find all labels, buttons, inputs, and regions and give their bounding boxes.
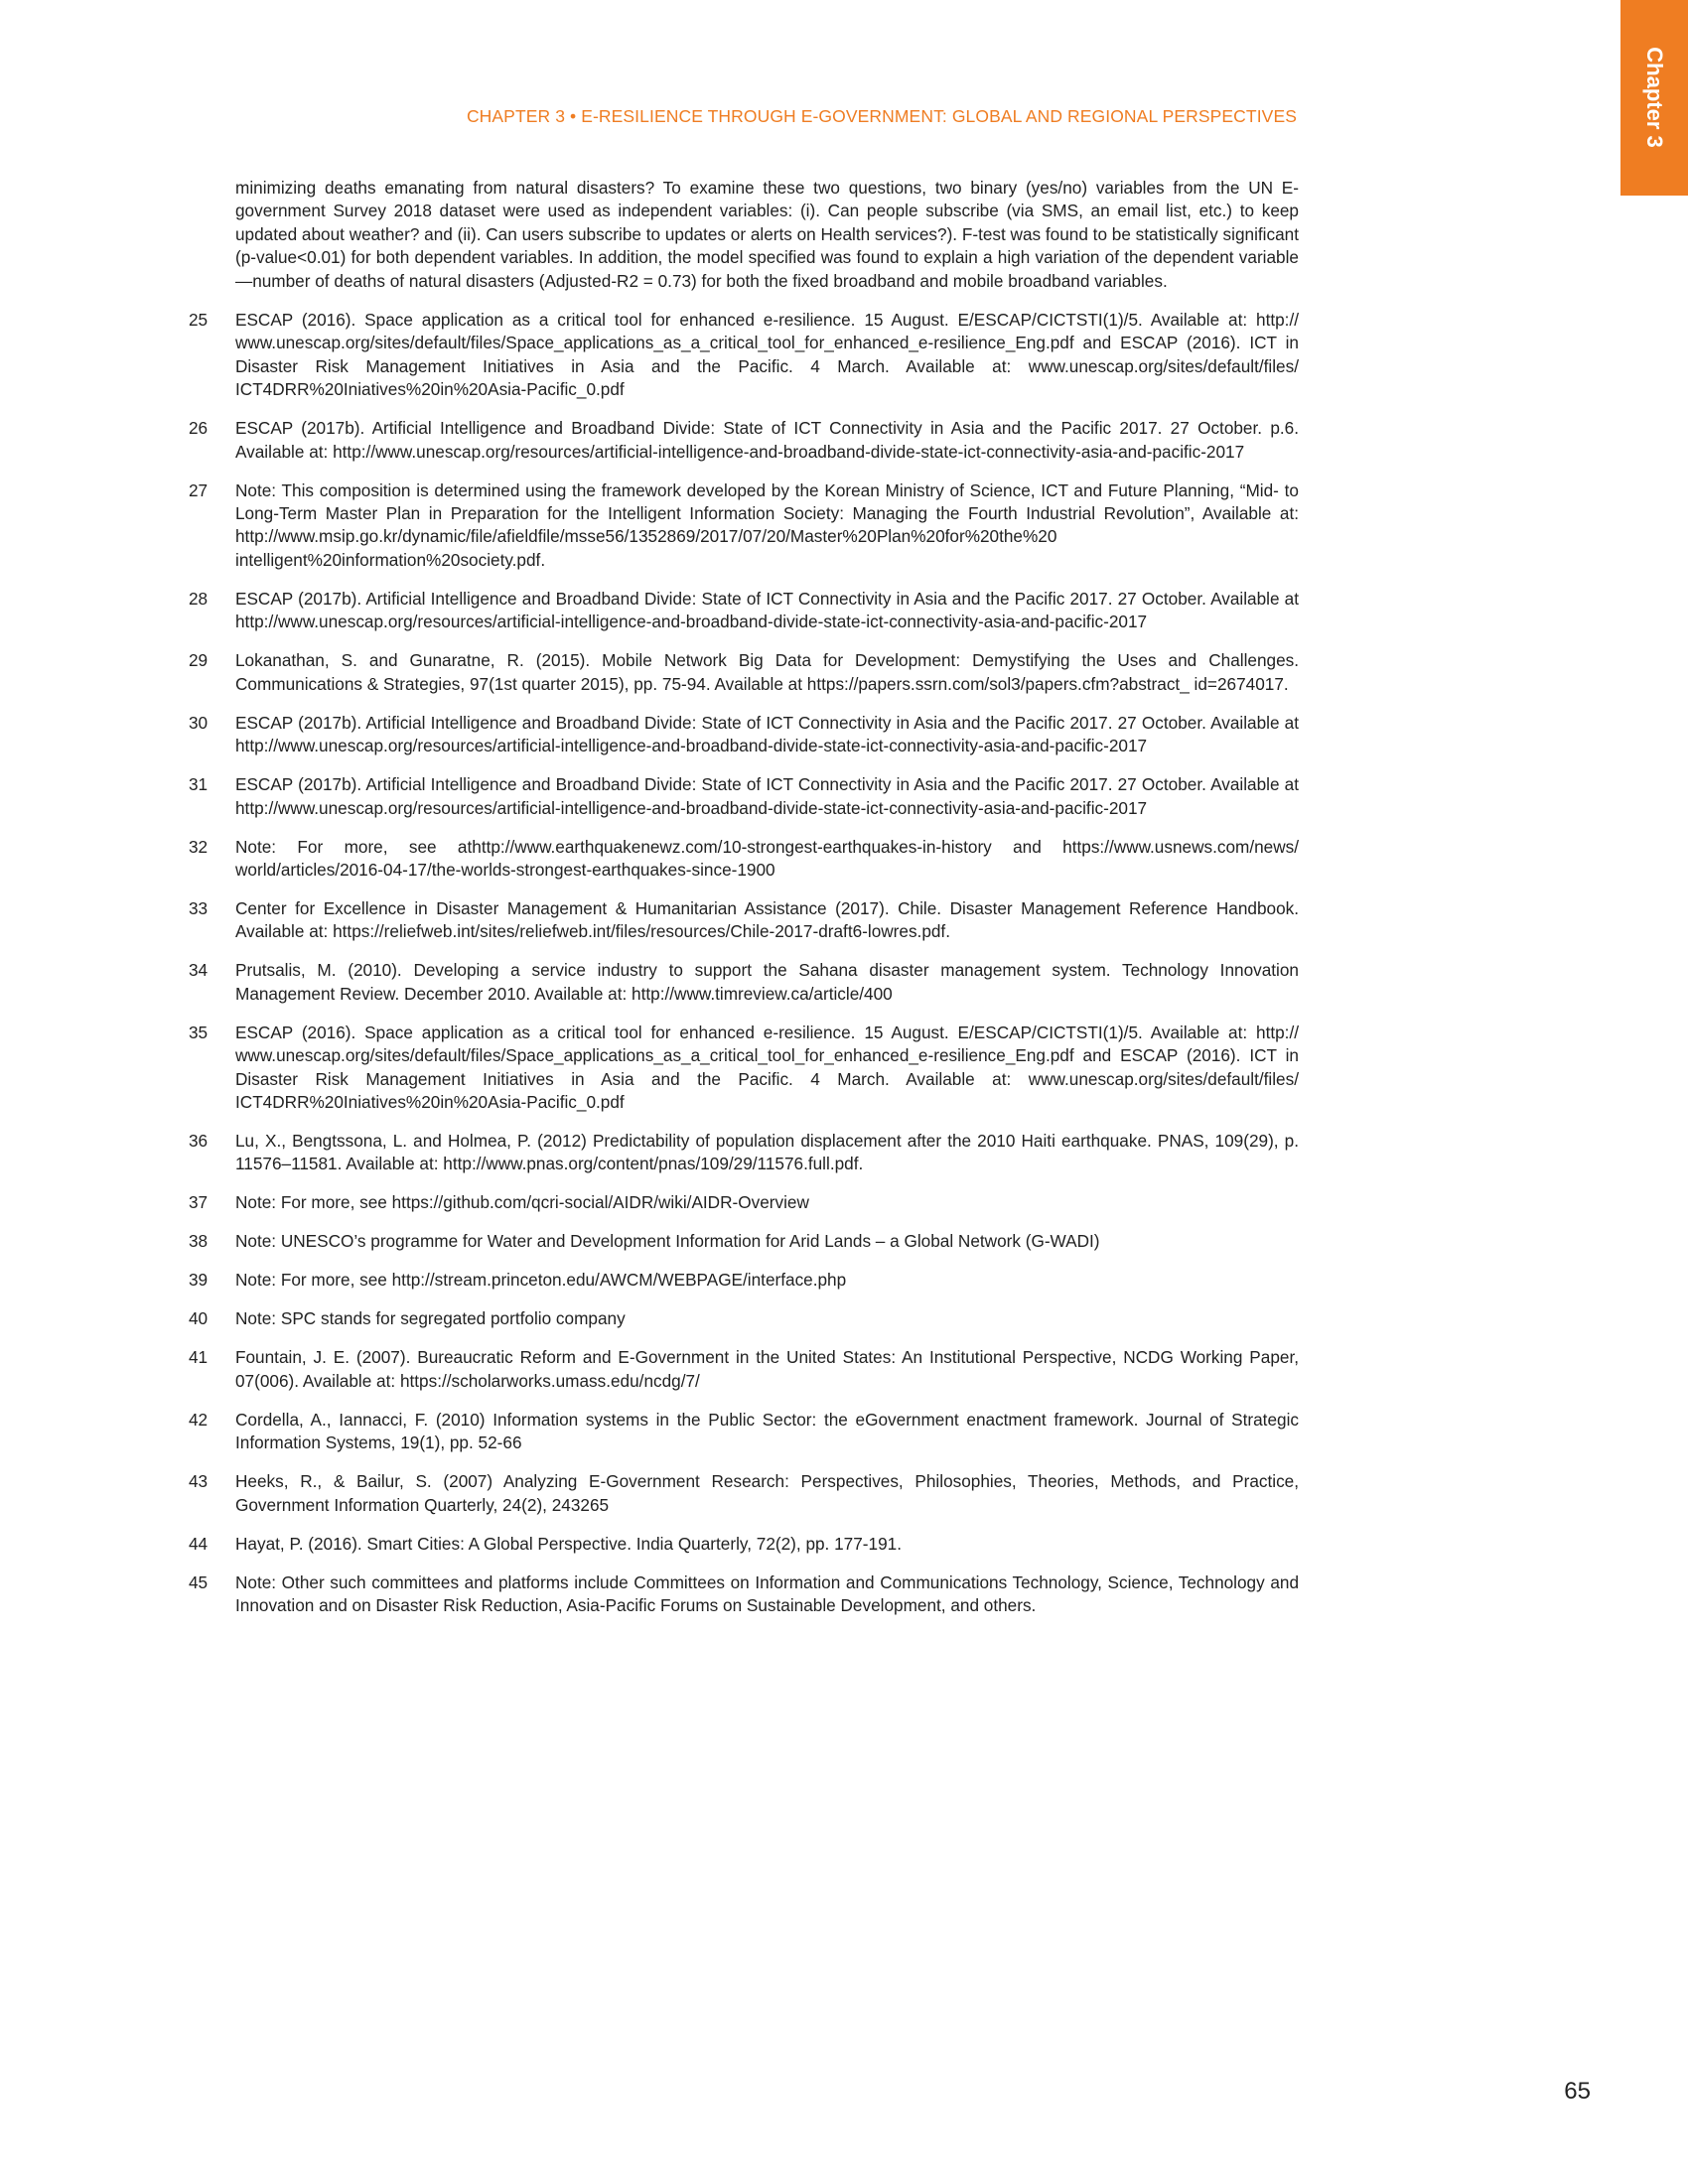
endnote-number: 41: [189, 1347, 209, 1368]
endnote-text: Hayat, P. (2016). Smart Cities: A Global Perspective. India Quarterly, 72(2), pp. 177-191.: [235, 1533, 902, 1554]
endnote-text: Note: For more, see http://stream.princeton.edu/AWCM/WEBPAGE/interface.php: [235, 1270, 847, 1291]
endnote-text: Note: For more, see athttp://www.earthquakenewz.com/10-strongest-earthquakes-in-history and https://www.usnews.com/news/ world/articles/2016-04-17/the-worlds-strongest-earthquakes-since-1900: [235, 836, 1299, 880]
endnote-item: [189, 1022, 1299, 1115]
endnote-text: Note: For more, see https://github.com/qcri-social/AIDR/wiki/AIDR-Overview: [235, 1192, 809, 1213]
chapter-tab-label: Chapter 3: [1642, 47, 1667, 148]
endnote-item: [189, 712, 1299, 758]
endnote-number: 28: [189, 588, 209, 609]
endnote-number: 37: [189, 1192, 209, 1213]
endnote-number: 43: [189, 1471, 209, 1492]
chapter-tab: [1620, 0, 1688, 196]
endnote-number: 34: [189, 960, 209, 981]
endnote-text: ESCAP (2017b). Artificial Intelligence and Broadband Divide: State of ICT Connectivity in Asia and the Pacific 2017. 27 October. Available at http://www.unescap.org/resources/artificial-intelligence-and-broadband-divide-state-ict-connectivity-asia-and-pacific-2017: [235, 712, 1299, 756]
endnote-number: 30: [189, 712, 209, 733]
endnote-item: [189, 773, 1299, 820]
endnote-text: Heeks, R., & Bailur, S. (2007) Analyzing E-Government Research: Perspectives, Philosophies, Theories, Methods, and Practice, Government Information Quarterly, 24(2), 243265: [235, 1471, 1299, 1515]
endnote-text: Lokanathan, S. and Gunaratne, R. (2015). Mobile Network Big Data for Development: Demystifying the Uses and Challenges. Communications & Strategies, 97(1st quarter 2015), pp. 75-94. Available at https://papers.ssrn.com/sol3/papers.cfm?abstract_ id=2674017.: [235, 650, 1299, 694]
endnote-text: Prutsalis, M. (2010). Developing a service industry to support the Sahana disaster management system. Technology Innovation Management Review. December 2010. Available at: http://www.timreview.ca/article/400: [235, 960, 1299, 1004]
endnote-item: [189, 1230, 1299, 1253]
endnote-item: [189, 309, 1299, 402]
endnote-number: 25: [189, 310, 209, 331]
endnote-text: Note: UNESCO’s programme for Water and Development Information for Arid Lands – a Global Network (G-WADI): [235, 1231, 1100, 1252]
endnote-number: 27: [189, 479, 209, 500]
endnote-text: Center for Excellence in Disaster Management & Humanitarian Assistance (2017). Chile. Disaster Management Reference Handbook. Available at: https://reliefweb.int/sites/reliefweb.int/files/resources/Chile-2017-draft6-lowres.pdf.: [235, 897, 1299, 942]
endnote-number: 29: [189, 650, 209, 671]
endnote-item: [189, 959, 1299, 1006]
endnote-number: 31: [189, 774, 209, 795]
endnote-item: [189, 649, 1299, 696]
endnote-number: 44: [189, 1533, 209, 1554]
endnote-text: ESCAP (2017b). Artificial Intelligence and Broadband Divide: State of ICT Connectivity in Asia and the Pacific 2017. 27 October. Available at http://www.unescap.org/resources/artificial-intelligence-and-broadband-divide-state-ict-connectivity-asia-and-pacific-2017: [235, 774, 1299, 818]
endnote-list: [189, 309, 1299, 1617]
endnote-number: 40: [189, 1308, 209, 1329]
endnote-number: 36: [189, 1130, 209, 1151]
endnote-item: [189, 417, 1299, 464]
endnote-continuation: minimizing deaths emanating from natural disasters? To examine these two questions, two binary (yes/no) variables from the UN E-government Survey 2018 dataset were used as independent variables: (i). Can people subscribe (via SMS, an email list, etc.) to keep updated about weather? and (ii). Can users subscribe to updates or alerts on Health services?). F-test was found to be statistically significant (p-value<0.01) for both dependent variables. In addition, the model specified was found to explain a high variation of the dependent variable—number of deaths of natural disasters (Adjusted-R2 = 0.73) for both the fixed broadband and mobile broadband variables.: [235, 178, 1299, 291]
endnote-number: 32: [189, 836, 209, 857]
endnote-text: Cordella, A., Iannacci, F. (2010) Information systems in the Public Sector: the eGovernment enactment framework. Journal of Strategic Information Systems, 19(1), pp. 52-66: [235, 1409, 1299, 1453]
endnote-item: [189, 897, 1299, 944]
endnote-item: [189, 588, 1299, 634]
endnote-item: [189, 1533, 1299, 1556]
endnote-text: ESCAP (2017b). Artificial Intelligence and Broadband Divide: State of ICT Connectivity in Asia and the Pacific 2017. 27 October. p.6. Available at: http://www.unescap.org/resources/artificial-intelligence-and-broadband-divide-state-ict-connectivity-asia-and-pacific-2017: [235, 418, 1299, 462]
endnote-text: Note: This composition is determined using the framework developed by the Korean Ministry of Science, ICT and Future Planning, “Mid- to Long-Term Master Plan in Preparation for the Intelligent Information Society: Managing the Fourth Industrial Revolution”, Available at: http://www.msip.go.kr/dynamic/file/afieldfile/msse56/1352869/2017/07/20/Master%20Plan%20for%20the%20 intelligent%20information%20society.pdf.: [235, 479, 1299, 570]
endnote-item: [189, 1571, 1299, 1618]
page-number: 65: [1564, 2078, 1591, 2105]
endnote-item: [189, 1191, 1299, 1214]
endnote-item: [189, 1130, 1299, 1176]
endnote-item: [189, 479, 1299, 573]
endnote-text: Lu, X., Bengtssona, L. and Holmea, P. (2012) Predictability of population displacement after the 2010 Haiti earthquake. PNAS, 109(29), p. 11576–11581. Available at: http://www.pnas.org/content/pnas/109/29/11576.full.pdf.: [235, 1130, 1299, 1174]
endnote-number: 45: [189, 1571, 209, 1592]
endnote-number: 35: [189, 1022, 209, 1042]
endnote-item: [189, 1346, 1299, 1393]
endnote-text: ESCAP (2016). Space application as a critical tool for enhanced e-resilience. 15 August. E/ESCAP/CICTSTI(1)/5. Available at: http:// www.unescap.org/sites/default/files/Space_applications_as_a_critical_tool_for_enhanced_e-resilience_Eng.pdf and ESCAP (2016). ICT in Disaster Risk Management Initiatives in Asia and the Pacific. 4 March. Available at: www.unescap.org/sites/default/files/ ICT4DRR%20Iniatives%20in%20Asia-Pacific_0.pdf: [235, 1022, 1299, 1112]
endnote-text: ESCAP (2017b). Artificial Intelligence and Broadband Divide: State of ICT Connectivity in Asia and the Pacific 2017. 27 October. Available at http://www.unescap.org/resources/artificial-intelligence-and-broadband-divide-state-ict-connectivity-asia-and-pacific-2017: [235, 588, 1299, 632]
endnote-item: [189, 1269, 1299, 1292]
endnotes-section: [189, 177, 1299, 1633]
endnote-text: Note: Other such committees and platforms include Committees on Information and Communications Technology, Science, Technology and Innovation and on Disaster Risk Reduction, Asia-Pacific Forums on Sustainable Development, and others.: [235, 1571, 1299, 1615]
endnote-number: 38: [189, 1231, 209, 1252]
endnote-text: Fountain, J. E. (2007). Bureaucratic Reform and E-Government in the United States: An Institutional Perspective, NCDG Working Paper, 07(006). Available at: https://scholarworks.umass.edu/ncdg/7/: [235, 1347, 1299, 1391]
endnote-text: ESCAP (2016). Space application as a critical tool for enhanced e-resilience. 15 August. E/ESCAP/CICTSTI(1)/5. Available at: http:// www.unescap.org/sites/default/files/Space_applications_as_a_critical_tool_for_enhanced_e-resilience_Eng.pdf and ESCAP (2016). ICT in Disaster Risk Management Initiatives in Asia and the Pacific. 4 March. Available at: www.unescap.org/sites/default/files/ ICT4DRR%20Iniatives%20in%20Asia-Pacific_0.pdf: [235, 310, 1299, 400]
running-header: CHAPTER 3 • E-RESILIENCE THROUGH E-GOVERNMENT: GLOBAL AND REGIONAL PERSPECTIVES: [466, 106, 1297, 126]
endnote-text: Note: SPC stands for segregated portfolio company: [235, 1308, 626, 1329]
endnote-number: 42: [189, 1409, 209, 1430]
endnote-item: [189, 1307, 1299, 1330]
endnote-number: 26: [189, 418, 209, 439]
endnote-item: [189, 1470, 1299, 1517]
endnote-item: [189, 836, 1299, 883]
endnote-number: 39: [189, 1270, 209, 1291]
endnote-number: 33: [189, 897, 209, 918]
endnote-item: [189, 1409, 1299, 1455]
